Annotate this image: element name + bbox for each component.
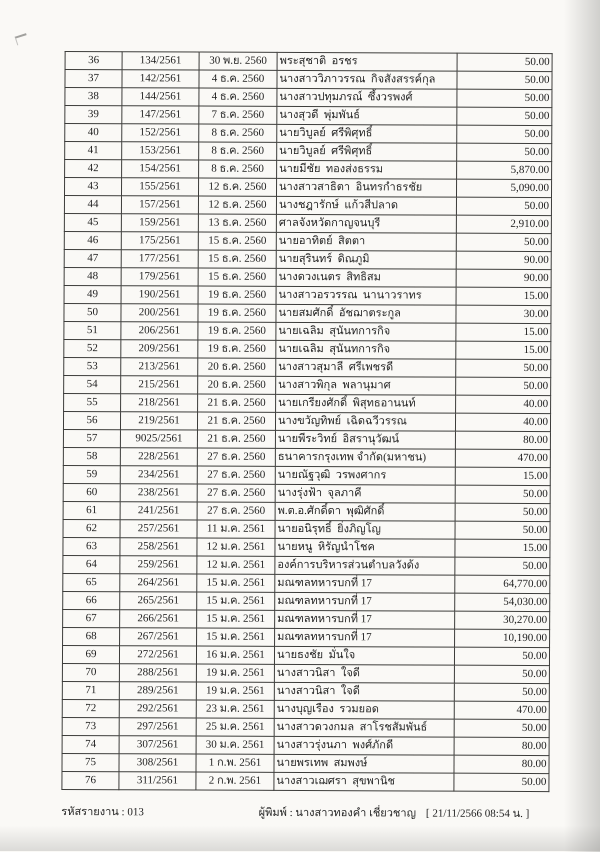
table-row xyxy=(63,501,550,521)
row-doc-number-cell: 159/2561 xyxy=(121,214,198,232)
table-row xyxy=(63,447,550,467)
row-date-cell: 15 ม.ค. 2561 xyxy=(197,628,275,646)
table-row xyxy=(63,519,550,539)
row-date-cell: 19 ธ.ค. 2560 xyxy=(198,304,276,322)
table-row xyxy=(65,177,552,197)
row-number-cell: 41 xyxy=(65,141,122,159)
table-row xyxy=(63,591,550,611)
row-amount-cell: 50.00 xyxy=(454,719,549,737)
row-doc-number-cell: 153/2561 xyxy=(122,142,199,160)
row-date-cell: 21 ธ.ค. 2560 xyxy=(197,430,275,448)
table-row xyxy=(62,663,549,683)
row-date-cell: 30 ม.ค. 2561 xyxy=(196,736,274,754)
row-date-cell: 8 ธ.ค. 2560 xyxy=(199,142,277,160)
row-number-cell: 57 xyxy=(63,429,120,447)
row-payee-name-cell: นางสาวนิสา ใจดี xyxy=(274,682,454,701)
row-number-cell: 71 xyxy=(62,681,119,699)
table-row xyxy=(63,465,550,485)
row-number-cell: 64 xyxy=(63,555,120,573)
table-row xyxy=(64,375,551,395)
table-row xyxy=(63,609,550,629)
row-amount-cell: 50.00 xyxy=(457,143,552,161)
row-doc-number-cell: 228/2561 xyxy=(120,448,197,466)
row-payee-name-cell: นางสาวสุมาลี ศรีเพชรดี xyxy=(276,358,456,377)
row-payee-name-cell: นายมีชัย ทองส่งธรรม xyxy=(277,160,457,179)
row-date-cell: 2 ก.พ. 2561 xyxy=(196,772,274,790)
row-amount-cell: 40.00 xyxy=(456,395,551,413)
table-row xyxy=(62,771,549,791)
row-number-cell: 70 xyxy=(62,663,119,681)
row-payee-name-cell: ธนาคารกรุงเทพ จำกัด(มหาชน) xyxy=(275,448,455,467)
row-doc-number-cell: 209/2561 xyxy=(121,340,198,358)
table-row xyxy=(62,717,549,737)
row-doc-number-cell: 272/2561 xyxy=(119,646,196,664)
row-amount-cell: 50.00 xyxy=(456,233,551,251)
row-date-cell: 11 ม.ค. 2561 xyxy=(197,520,275,538)
row-payee-name-cell: นางชฎารักษ์ แก้วสีปลาด xyxy=(276,196,456,215)
row-number-cell: 72 xyxy=(62,699,119,717)
row-date-cell: 12 ม.ค. 2561 xyxy=(197,556,275,574)
row-number-cell: 54 xyxy=(64,375,121,393)
scan-artifact-mark xyxy=(15,33,29,45)
row-date-cell: 27 ธ.ค. 2560 xyxy=(197,484,275,502)
row-doc-number-cell: 218/2561 xyxy=(121,394,198,412)
row-amount-cell: 470.00 xyxy=(455,449,550,467)
row-amount-cell: 80.00 xyxy=(454,737,549,755)
table-row xyxy=(65,51,552,71)
row-number-cell: 68 xyxy=(63,627,120,645)
row-amount-cell: 50.00 xyxy=(457,71,552,89)
row-payee-name-cell: มณฑลทหารบกที่ 17 xyxy=(275,592,455,611)
row-payee-name-cell: นายสมศักดิ์ อัชฌาตระกูล xyxy=(276,304,456,323)
row-payee-name-cell: มณฑลทหารบกที่ 17 xyxy=(275,628,455,647)
row-number-cell: 69 xyxy=(62,645,119,663)
row-amount-cell: 50.00 xyxy=(456,359,551,377)
row-doc-number-cell: 311/2561 xyxy=(119,772,196,790)
row-doc-number-cell: 292/2561 xyxy=(119,700,196,718)
row-date-cell: 15 ธ.ค. 2560 xyxy=(198,232,276,250)
row-number-cell: 67 xyxy=(63,609,120,627)
row-date-cell: 15 ม.ค. 2561 xyxy=(197,574,275,592)
table-row xyxy=(63,411,550,431)
row-doc-number-cell: 264/2561 xyxy=(120,574,197,592)
row-date-cell: 15 ม.ค. 2561 xyxy=(197,610,275,628)
printed-by-label: ผู้พิมพ์ : นางสาวทองคำ เชี่ยวชาญ xyxy=(258,806,416,820)
row-amount-cell: 64,770.00 xyxy=(455,575,550,593)
row-date-cell: 30 พ.ย. 2560 xyxy=(199,52,277,70)
row-payee-name-cell: นายวิบูลย์ ศรีพิศุทธิ์ xyxy=(277,142,457,161)
row-date-cell: 27 ธ.ค. 2560 xyxy=(197,466,275,484)
row-number-cell: 37 xyxy=(65,69,122,87)
row-doc-number-cell: 155/2561 xyxy=(122,178,199,196)
table-row xyxy=(63,537,550,557)
row-number-cell: 49 xyxy=(64,285,121,303)
row-amount-cell: 50.00 xyxy=(454,773,549,791)
row-date-cell: 12 ธ.ค. 2560 xyxy=(198,196,276,214)
row-payee-name-cell: พ.ต.อ.ศักดิ์ดา พุฒิศักดิ์ xyxy=(275,502,455,521)
row-doc-number-cell: 134/2561 xyxy=(122,52,199,70)
row-doc-number-cell: 9025/2561 xyxy=(120,430,197,448)
row-amount-cell: 90.00 xyxy=(456,269,551,287)
row-doc-number-cell: 307/2561 xyxy=(119,736,196,754)
table-row xyxy=(63,573,550,593)
row-amount-cell: 50.00 xyxy=(455,521,550,539)
row-amount-cell: 2,910.00 xyxy=(456,215,551,233)
row-date-cell: 13 ธ.ค. 2560 xyxy=(198,214,276,232)
row-doc-number-cell: 258/2561 xyxy=(120,538,197,556)
row-amount-cell: 50.00 xyxy=(457,107,552,125)
table-row xyxy=(64,393,551,413)
table-row xyxy=(64,357,551,377)
row-date-cell: 1 ก.พ. 2561 xyxy=(196,754,274,772)
row-doc-number-cell: 157/2561 xyxy=(121,196,198,214)
row-payee-name-cell: นางสาวเฌศรา สุขพานิช xyxy=(274,772,454,791)
row-payee-name-cell: นายวิบูลย์ ศรีพิศุทธิ์ xyxy=(277,124,457,143)
row-amount-cell: 90.00 xyxy=(456,251,551,269)
row-doc-number-cell: 175/2561 xyxy=(121,232,198,250)
row-payee-name-cell: นางบุญเรือง รวมยอด xyxy=(274,700,454,719)
row-amount-cell: 50.00 xyxy=(457,125,552,143)
row-doc-number-cell: 288/2561 xyxy=(119,664,196,682)
row-doc-number-cell: 308/2561 xyxy=(119,754,196,772)
table-row xyxy=(62,699,549,719)
table-row xyxy=(65,105,552,125)
row-payee-name-cell: นายพีระวิทย์ อิสรานุวัฒน์ xyxy=(275,430,455,449)
table-row xyxy=(63,429,550,449)
row-number-cell: 43 xyxy=(65,177,122,195)
row-payee-name-cell: นายณัฐวุฒิ วรพงศากร xyxy=(275,466,455,485)
printer-info xyxy=(259,803,530,822)
table-row xyxy=(64,303,551,323)
row-doc-number-cell: 179/2561 xyxy=(121,268,198,286)
row-doc-number-cell: 257/2561 xyxy=(120,520,197,538)
table-row xyxy=(64,195,551,215)
row-date-cell: 23 ม.ค. 2561 xyxy=(196,700,274,718)
row-number-cell: 59 xyxy=(63,465,120,483)
row-amount-cell: 50.00 xyxy=(457,89,552,107)
row-amount-cell: 10,190.00 xyxy=(455,629,550,647)
row-doc-number-cell: 144/2561 xyxy=(122,88,199,106)
records-table xyxy=(61,51,552,792)
row-date-cell: 19 ธ.ค. 2560 xyxy=(198,322,276,340)
row-date-cell: 15 ม.ค. 2561 xyxy=(197,592,275,610)
records-table-body xyxy=(62,51,552,791)
table-row xyxy=(65,123,552,143)
row-number-cell: 38 xyxy=(65,87,122,105)
row-doc-number-cell: 206/2561 xyxy=(121,322,198,340)
row-amount-cell: 50.00 xyxy=(454,647,549,665)
row-payee-name-cell: มณฑลทหารบกที่ 17 xyxy=(275,574,455,593)
row-payee-name-cell: นางสาวนิสา ใจดี xyxy=(274,664,454,683)
table-row xyxy=(63,555,550,575)
row-number-cell: 44 xyxy=(64,195,121,213)
row-amount-cell: 30.00 xyxy=(456,305,551,323)
row-amount-cell: 50.00 xyxy=(455,485,550,503)
row-amount-cell: 5,870.00 xyxy=(457,161,552,179)
row-number-cell: 56 xyxy=(63,411,120,429)
row-amount-cell: 50.00 xyxy=(456,197,551,215)
row-doc-number-cell: 213/2561 xyxy=(121,358,198,376)
row-payee-name-cell: นางสาวอรวรรณ นานาวราทร xyxy=(276,286,456,305)
row-date-cell: 19 ม.ค. 2561 xyxy=(196,682,274,700)
row-doc-number-cell: 154/2561 xyxy=(122,160,199,178)
row-payee-name-cell: นางสาวปทุมภรณ์ ซึ้งวรพงศ์ xyxy=(277,88,457,107)
table-row xyxy=(62,645,549,665)
row-doc-number-cell: 289/2561 xyxy=(119,682,196,700)
row-doc-number-cell: 177/2561 xyxy=(121,250,198,268)
row-amount-cell: 50.00 xyxy=(454,683,549,701)
row-payee-name-cell: นางรุ่งฟ้า จุลภาคี xyxy=(275,484,455,503)
row-amount-cell: 30,270.00 xyxy=(455,611,550,629)
page-footer xyxy=(61,802,529,822)
row-amount-cell: 40.00 xyxy=(455,413,550,431)
table-row xyxy=(63,627,550,647)
row-amount-cell: 15.00 xyxy=(455,539,550,557)
row-payee-name-cell: ศาลจังหวัดกาญจนบุรี xyxy=(276,214,456,233)
row-date-cell: 12 ม.ค. 2561 xyxy=(197,538,275,556)
row-doc-number-cell: 267/2561 xyxy=(120,628,197,646)
row-payee-name-cell: มณฑลทหารบกที่ 17 xyxy=(275,610,455,629)
row-payee-name-cell: นางสาววิภาวรรณ กิจสังสรรค์กุล xyxy=(277,70,457,89)
row-doc-number-cell: 259/2561 xyxy=(120,556,197,574)
table-row xyxy=(64,339,551,359)
row-payee-name-cell: นายเกรียงศักดิ์ พิสุทธอานนท์ xyxy=(276,394,456,413)
row-date-cell: 15 ธ.ค. 2560 xyxy=(198,250,276,268)
row-payee-name-cell: นางดวงเนตร สิทธิสม xyxy=(276,268,456,287)
table-row xyxy=(65,159,552,179)
row-payee-name-cell: นางสาวดวงกมล สาโรชสัมพันธ์ xyxy=(274,718,454,737)
row-amount-cell: 470.00 xyxy=(454,701,549,719)
row-number-cell: 76 xyxy=(62,771,119,789)
row-number-cell: 39 xyxy=(65,105,122,123)
row-doc-number-cell: 215/2561 xyxy=(121,376,198,394)
row-number-cell: 66 xyxy=(63,591,120,609)
table-row xyxy=(64,231,551,251)
row-amount-cell: 50.00 xyxy=(455,557,550,575)
row-date-cell: 27 ธ.ค. 2560 xyxy=(197,502,275,520)
row-amount-cell: 15.00 xyxy=(456,341,551,359)
row-date-cell: 8 ธ.ค. 2560 xyxy=(199,160,277,178)
row-payee-name-cell: นายเฉลิม สุนันทการกิจ xyxy=(276,322,456,341)
row-doc-number-cell: 265/2561 xyxy=(120,592,197,610)
table-row xyxy=(64,321,551,341)
row-number-cell: 40 xyxy=(65,123,122,141)
row-date-cell: 8 ธ.ค. 2560 xyxy=(199,124,277,142)
row-doc-number-cell: 238/2561 xyxy=(120,484,197,502)
row-doc-number-cell: 234/2561 xyxy=(120,466,197,484)
row-number-cell: 74 xyxy=(62,735,119,753)
row-number-cell: 42 xyxy=(65,159,122,177)
row-amount-cell: 50.00 xyxy=(456,377,551,395)
report-code-label: รหัสรายงาน : 013 xyxy=(61,805,144,819)
table-row xyxy=(62,753,549,773)
row-date-cell: 15 ธ.ค. 2560 xyxy=(198,268,276,286)
row-doc-number-cell: 190/2561 xyxy=(121,286,198,304)
row-amount-cell: 80.00 xyxy=(454,755,549,773)
table-row xyxy=(64,249,551,269)
row-doc-number-cell: 200/2561 xyxy=(121,304,198,322)
row-number-cell: 55 xyxy=(64,393,121,411)
row-payee-name-cell: นายหนู หิรัญนำโชค xyxy=(275,538,455,557)
row-number-cell: 47 xyxy=(64,249,121,267)
row-date-cell: 27 ธ.ค. 2560 xyxy=(197,448,275,466)
row-number-cell: 60 xyxy=(63,483,120,501)
row-number-cell: 52 xyxy=(64,339,121,357)
row-date-cell: 20 ธ.ค. 2560 xyxy=(198,376,276,394)
row-date-cell: 19 ม.ค. 2561 xyxy=(196,664,274,682)
row-amount-cell: 50.00 xyxy=(455,503,550,521)
row-amount-cell: 5,090.00 xyxy=(456,179,551,197)
row-date-cell: 7 ธ.ค. 2560 xyxy=(199,106,277,124)
table-row xyxy=(62,681,549,701)
row-payee-name-cell: นางสาวพิกุล พลานุมาศ xyxy=(276,376,456,395)
row-date-cell: 21 ธ.ค. 2560 xyxy=(198,394,276,412)
printed-at-timestamp: [ 21/11/2566 08:54 น. ] xyxy=(425,807,530,821)
row-number-cell: 65 xyxy=(63,573,120,591)
row-payee-name-cell: นายพรเทพ สมพงษ์ xyxy=(274,754,454,773)
row-payee-name-cell: พระสุชาติ อรชร xyxy=(277,52,457,71)
row-payee-name-cell: นายธงชัย มั่นใจ xyxy=(274,646,454,665)
row-date-cell: 16 ม.ค. 2561 xyxy=(196,646,274,664)
row-payee-name-cell: นายสุรินทร์ ดิณภูมิ xyxy=(276,250,456,269)
row-number-cell: 58 xyxy=(63,447,120,465)
row-doc-number-cell: 266/2561 xyxy=(120,610,197,628)
row-doc-number-cell: 152/2561 xyxy=(122,124,199,142)
row-number-cell: 75 xyxy=(62,753,119,771)
table-row xyxy=(65,141,552,161)
row-number-cell: 50 xyxy=(64,303,121,321)
row-payee-name-cell: นางสุวดี พุ่มพันธ์ xyxy=(277,106,457,125)
row-payee-name-cell: นางขวัญทิพย์ เฉิดฉวีวรรณ xyxy=(275,412,455,431)
row-number-cell: 73 xyxy=(62,717,119,735)
row-number-cell: 63 xyxy=(63,537,120,555)
table-row xyxy=(65,87,552,107)
row-amount-cell: 54,030.00 xyxy=(455,593,550,611)
row-amount-cell: 50.00 xyxy=(457,53,552,71)
row-payee-name-cell: นายอาทิตย์ สิตตา xyxy=(276,232,456,251)
row-doc-number-cell: 241/2561 xyxy=(120,502,197,520)
row-payee-name-cell: นายอนิรุทธิ์ ยิ่งภิญโญ xyxy=(275,520,455,539)
row-date-cell: 4 ธ.ค. 2560 xyxy=(199,70,277,88)
row-payee-name-cell: นายเฉลิม สุนันทการกิจ xyxy=(276,340,456,359)
row-date-cell: 25 ม.ค. 2561 xyxy=(196,718,274,736)
row-doc-number-cell: 142/2561 xyxy=(122,70,199,88)
row-payee-name-cell: นางสาวสาธิตา อินทรกำธรชัย xyxy=(276,178,456,197)
table-row xyxy=(63,483,550,503)
row-number-cell: 62 xyxy=(63,519,120,537)
row-doc-number-cell: 147/2561 xyxy=(122,106,199,124)
row-date-cell: 20 ธ.ค. 2560 xyxy=(198,358,276,376)
row-number-cell: 36 xyxy=(65,51,122,69)
table-row xyxy=(62,735,549,755)
row-date-cell: 4 ธ.ค. 2560 xyxy=(199,88,277,106)
row-amount-cell: 15.00 xyxy=(455,467,550,485)
row-doc-number-cell: 219/2561 xyxy=(120,412,197,430)
row-doc-number-cell: 297/2561 xyxy=(119,718,196,736)
row-payee-name-cell: องค์การบริหารส่วนตำบลวังด้ง xyxy=(275,556,455,575)
table-row xyxy=(64,213,551,233)
row-date-cell: 19 ธ.ค. 2560 xyxy=(198,340,276,358)
row-amount-cell: 15.00 xyxy=(456,287,551,305)
row-amount-cell: 80.00 xyxy=(455,431,550,449)
row-number-cell: 48 xyxy=(64,267,121,285)
row-number-cell: 51 xyxy=(64,321,121,339)
table-row xyxy=(65,69,552,89)
row-date-cell: 19 ธ.ค. 2560 xyxy=(198,286,276,304)
table-row xyxy=(64,267,551,287)
row-date-cell: 21 ธ.ค. 2560 xyxy=(197,412,275,430)
row-number-cell: 61 xyxy=(63,501,120,519)
row-date-cell: 12 ธ.ค. 2560 xyxy=(199,178,277,196)
row-number-cell: 53 xyxy=(64,357,121,375)
row-payee-name-cell: นางสาวรุ่งนภา พงศ์ภักดี xyxy=(274,736,454,755)
row-number-cell: 45 xyxy=(64,213,121,231)
row-amount-cell: 50.00 xyxy=(454,665,549,683)
row-amount-cell: 15.00 xyxy=(456,323,551,341)
table-row xyxy=(64,285,551,305)
row-number-cell: 46 xyxy=(64,231,121,249)
